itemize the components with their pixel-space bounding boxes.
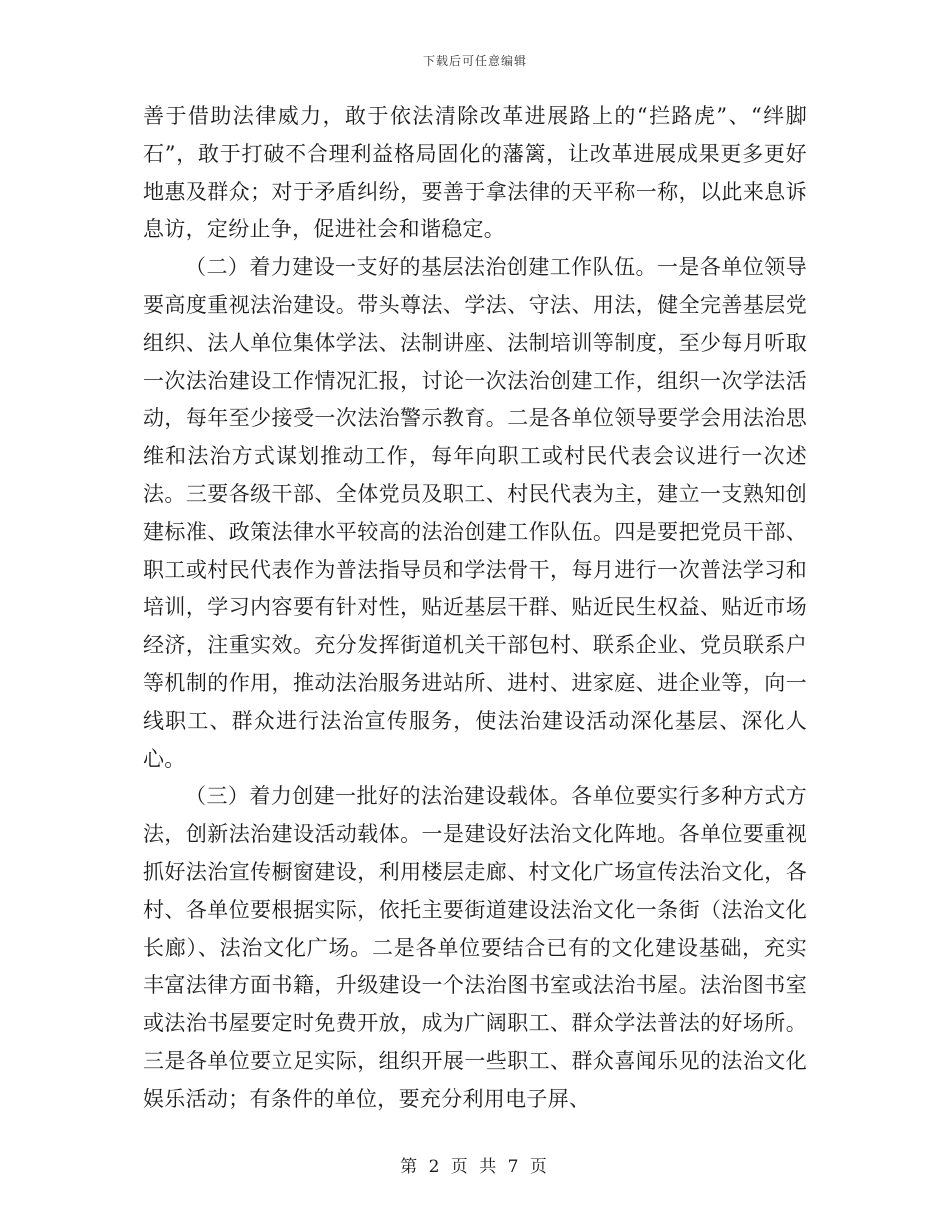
- paragraph-section-3: （三）着力创建一批好的法治建设载体。各单位要实行多种方式方法，创新法治建设活动载体。一是建设好法治文化阵地。各单位要重视抓好法治宣传橱窗建设，利用楼层走廊、村文化广场宣传法治文化，各村、各单位要根据实际，依托主要街道建设法治文化一条街（法治文化长廊）、法治文化广场。二是各单位要结合已有的文化建设基础，充实丰富法律方面书籍，升级建设一个法治图书室或法治书屋。法治图书室或法治书屋要定时免费开放，成为广阔职工、群众学法普法的好场所。三是各单位要立足实际，组织开展一些职工、群众喜闻乐见的法治文化娱乐活动；有条件的单位，要充分利用电子屏、: [143, 784, 807, 1111]
- paragraph-continuation: 善于借助法律威力，敢于依法清除改革进展路上的“拦路虎”、“绊脚石”，敢于打破不合理利益格局固化的藩篱，让改革进展成果更多更好地惠及群众；对于矛盾纠纷，要善于拿法律的天平称一称，以此来息诉息访，定纷止争，促进社会和谐稳定。: [143, 104, 807, 242]
- paragraph-section-2: （二）着力建设一支好的基层法治创建工作队伍。一是各单位领导要高度重视法治建设。带头尊法、学法、守法、用法，健全完善基层党组织、法人单位集体学法、法制讲座、法制培训等制度，至少每月听取一次法治建设工作情况汇报，讨论一次法治创建工作，组织一次学法活动，每年至少接受一次法治警示教育。二是各单位领导要学会用法治思维和法治方式谋划推动工作，每年向职工或村民代表会议进行一次述法。三要各级干部、全体党员及职工、村民代表为主，建立一支熟知创建标准、政策法律水平较高的法治创建工作队伍。四是要把党员干部、职工或村民代表作为普法指导员和学法骨干，每月进行一次普法学习和培训，学习内容要有针对性，贴近基层干群、贴近民生权益、贴近市场经济，注重实效。充分发挥街道机关干部包村、联系企业、党员联系户等机制的作用，推动法治服务进站所、进村、进家庭、进企业等，向一线职工、群众进行法治宣传服务，使法治建设活动深化基层、深化人心。: [143, 255, 807, 771]
- document-body: [143, 98, 807, 1119]
- page-header-note: 下载后可任意编辑: [422, 54, 527, 68]
- page-number: 第 2 页 共 7 页: [400, 1157, 550, 1177]
